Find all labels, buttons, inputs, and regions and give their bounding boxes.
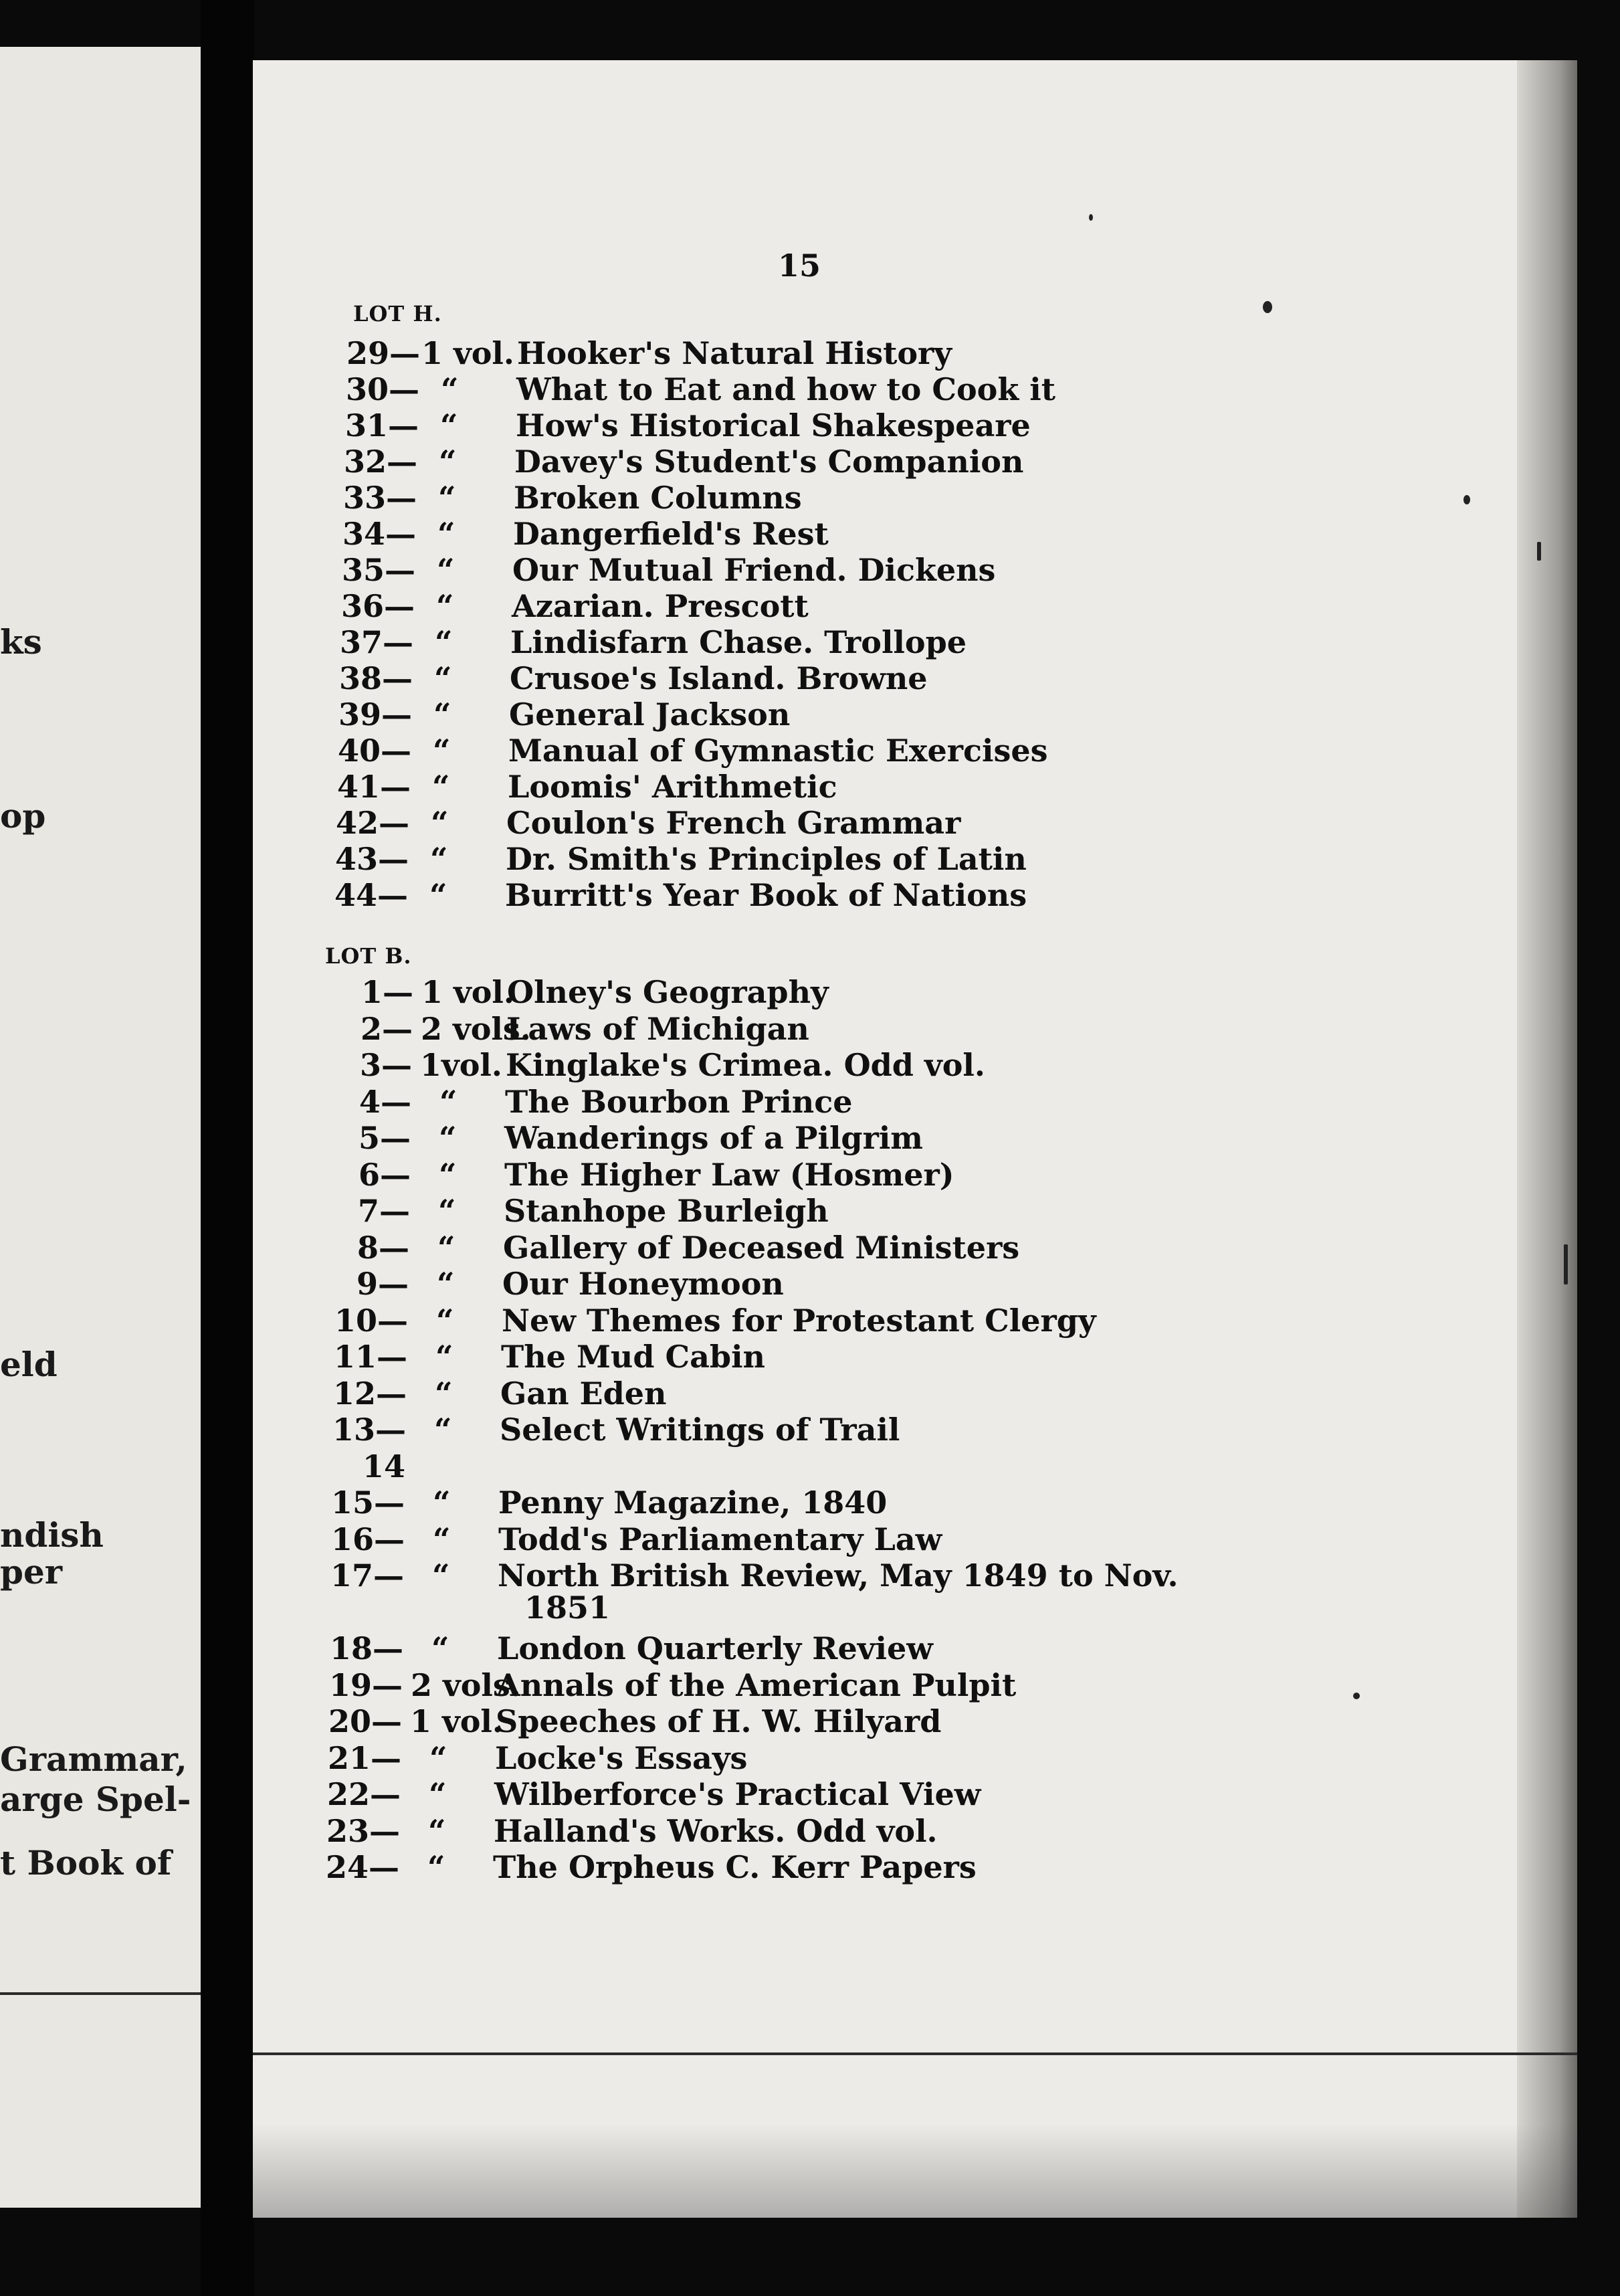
entry-title-continuation: 1851 (524, 1590, 611, 1626)
entry-quantity: “ (435, 1339, 453, 1375)
entry-title: Lindisfarn Chase. Trollope (510, 624, 967, 660)
entry-title: Burritt's Year Book of Nations (505, 877, 1027, 913)
entry-number: 31— (344, 407, 419, 444)
entry-number: 18— (329, 1630, 403, 1666)
entry-title: The Mud Cabin (501, 1339, 765, 1375)
entry-quantity: “ (439, 1120, 457, 1156)
entry-number: 37— (339, 624, 413, 660)
entry-quantity: “ (433, 733, 451, 769)
scan-speck (1463, 495, 1470, 504)
entry-title: Olney's Geography (507, 974, 829, 1010)
entry-number: 4— (359, 1083, 411, 1120)
entry-quantity: “ (441, 371, 459, 407)
entry-number: 39— (338, 696, 412, 733)
entry-title: Speeches of H. W. Hilyard (496, 1703, 942, 1739)
entry-quantity: “ (433, 1521, 451, 1557)
left-fragment-2: op (0, 796, 46, 836)
entry-title: North British Review, May 1849 to Nov. (498, 1557, 1179, 1594)
entry-quantity: “ (436, 588, 454, 624)
entry-quantity: “ (435, 1375, 453, 1412)
entry-number: 10— (334, 1302, 408, 1339)
entry-title: Davey's Student's Companion (514, 444, 1024, 480)
entry-title: Kinglake's Crimea. Odd vol. (506, 1047, 985, 1083)
entry-title: How's Historical Shakespeare (516, 407, 1031, 444)
entry-title: Stanhope Burleigh (504, 1193, 829, 1229)
entry-title: Todd's Parliamentary Law (498, 1521, 942, 1557)
entry-title: General Jackson (509, 696, 791, 733)
entry-number: 34— (342, 516, 416, 552)
entry-quantity: “ (438, 480, 456, 516)
entry-quantity: “ (436, 1302, 454, 1339)
left-page-rule (0, 1992, 201, 1995)
entry-title: Laws of Michigan (506, 1010, 809, 1047)
entry-quantity: 1 vol. (421, 335, 514, 371)
entry-title: The Bourbon Prince (505, 1083, 853, 1120)
entry-quantity: 2 vols. (421, 1010, 531, 1047)
entry-number: 33— (342, 480, 417, 516)
entry-title: What to Eat and how to Cook it (516, 371, 1055, 407)
entry-number: 38— (338, 660, 413, 696)
entry-number: 24— (325, 1849, 399, 1885)
entry-title: New Themes for Protestant Clergy (502, 1302, 1096, 1339)
entry-quantity: “ (429, 1739, 447, 1776)
entry-quantity: “ (431, 805, 449, 841)
entry-number: 17— (330, 1557, 404, 1594)
left-fragment-7: arge Spel- (0, 1780, 191, 1819)
entry-quantity: “ (433, 696, 451, 733)
entry-number: 1— (361, 974, 413, 1010)
entry-quantity: 1 vol. (421, 974, 514, 1010)
entry-number: 15— (330, 1485, 405, 1521)
entry-title: Penny Magazine, 1840 (498, 1485, 888, 1521)
entry-quantity: “ (434, 660, 452, 696)
lot-h-heading: LOT H. (353, 301, 442, 326)
entry-title: Select Writings of Trail (500, 1412, 900, 1448)
entry-quantity: “ (429, 1776, 447, 1812)
entry-number: 19— (328, 1666, 403, 1703)
entry-quantity: “ (438, 1193, 456, 1229)
left-fragment-4: ndish (0, 1515, 104, 1555)
entry-number: 21— (327, 1739, 401, 1776)
entry-title: Manual of Gymnastic Exercises (508, 733, 1048, 769)
entry-number: 13— (332, 1412, 406, 1448)
entry-number: 3— (359, 1047, 412, 1083)
entry-number: 42— (335, 805, 409, 841)
entry-number: 36— (340, 588, 415, 624)
page-number: 15 (778, 248, 821, 284)
entry-number: 22— (326, 1776, 401, 1812)
entry-number: 32— (343, 444, 417, 480)
entry-title: Coulon's French Grammar (506, 805, 961, 841)
left-fragment-6: Grammar, (0, 1739, 187, 1779)
page-edge-shadow (1517, 60, 1577, 2218)
entry-quantity: 2 vols. (411, 1666, 521, 1703)
entry-quantity: 1 vol. (410, 1703, 503, 1739)
entry-number: 44— (334, 877, 408, 913)
scan-speck (1263, 301, 1272, 313)
entry-number: 40— (337, 733, 411, 769)
entry-number: 11— (333, 1339, 407, 1375)
entry-quantity: “ (429, 877, 447, 913)
entry-quantity: “ (427, 1849, 445, 1885)
entry-number: 43— (334, 841, 409, 877)
entry-title: The Higher Law (Hosmer) (504, 1156, 954, 1193)
entry-number: 6— (358, 1156, 411, 1193)
entry-title: Gallery of Deceased Ministers (503, 1229, 1020, 1266)
entry-title: The Orpheus C. Kerr Papers (493, 1849, 977, 1885)
entry-title: Dangerfield's Rest (513, 516, 829, 552)
entry-title: Gan Eden (500, 1375, 667, 1412)
entry-quantity: “ (432, 769, 450, 805)
entry-number: 16— (330, 1521, 405, 1557)
entry-number: 30— (345, 371, 419, 407)
entry-number: 5— (358, 1120, 411, 1156)
entry-title: Crusoe's Island. Browne (510, 660, 928, 696)
entry-number: 8— (357, 1229, 409, 1266)
entry-number: 14 (362, 1448, 405, 1485)
entry-quantity: “ (439, 444, 457, 480)
left-fragment-1: ks (0, 622, 42, 662)
entry-quantity: “ (439, 1156, 457, 1193)
entry-title: Halland's Works. Odd vol. (494, 1812, 938, 1849)
left-fragment-3: eld (0, 1345, 58, 1384)
entry-quantity: “ (437, 1229, 455, 1266)
entry-quantity: “ (440, 407, 458, 444)
entry-title: Hooker's Natural History (517, 335, 952, 371)
entry-title: Locke's Essays (495, 1739, 748, 1776)
left-fragment-8: t Book of (0, 1843, 172, 1883)
scan-speck (1353, 1693, 1360, 1699)
entry-quantity: “ (437, 516, 455, 552)
entry-quantity: “ (439, 1083, 458, 1120)
entry-quantity: “ (430, 841, 448, 877)
entry-title: Our Mutual Friend. Dickens (512, 552, 996, 588)
left-facing-page (0, 47, 201, 2208)
entry-quantity: “ (431, 1630, 449, 1666)
entry-title: Azarian. Prescott (512, 588, 809, 624)
entry-number: 20— (328, 1703, 402, 1739)
page-bottom-shadow (253, 2124, 1577, 2218)
entry-quantity: “ (437, 1266, 455, 1302)
binding-gutter (201, 0, 254, 2296)
entry-quantity: “ (434, 1412, 452, 1448)
horizontal-rule (253, 2052, 1577, 2055)
main-page (253, 60, 1577, 2218)
entry-number: 2— (360, 1010, 413, 1047)
left-fragment-5: per (0, 1552, 63, 1592)
entry-number: 9— (356, 1266, 409, 1302)
entry-quantity: 1vol. (420, 1047, 502, 1083)
entry-quantity: “ (433, 1485, 451, 1521)
entry-title: Our Honeymoon (502, 1266, 784, 1302)
entry-quantity: “ (432, 1557, 450, 1594)
entry-number: 35— (341, 552, 415, 588)
scan-speck (1537, 542, 1541, 561)
entry-number: 41— (336, 769, 411, 805)
entry-title: Loomis' Arithmetic (508, 769, 837, 805)
entry-number: 7— (357, 1193, 410, 1229)
scan-speck (1564, 1244, 1568, 1284)
entry-quantity: “ (437, 552, 455, 588)
entry-title: Wanderings of a Pilgrim (504, 1120, 923, 1156)
entry-title: Wilberforce's Practical View (494, 1776, 981, 1812)
entry-title: Broken Columns (514, 480, 802, 516)
entry-number: 23— (326, 1812, 400, 1849)
entry-title: London Quarterly Review (497, 1630, 933, 1666)
entry-number: 12— (332, 1375, 407, 1412)
lot-b-heading: LOT B. (325, 943, 412, 969)
entry-number: 29— (346, 335, 420, 371)
scan-speck (1089, 214, 1093, 221)
entry-title: Annals of the American Pulpit (496, 1666, 1017, 1703)
entry-quantity: “ (435, 624, 453, 660)
entry-title: Dr. Smith's Principles of Latin (506, 841, 1027, 877)
entry-quantity: “ (428, 1812, 446, 1849)
